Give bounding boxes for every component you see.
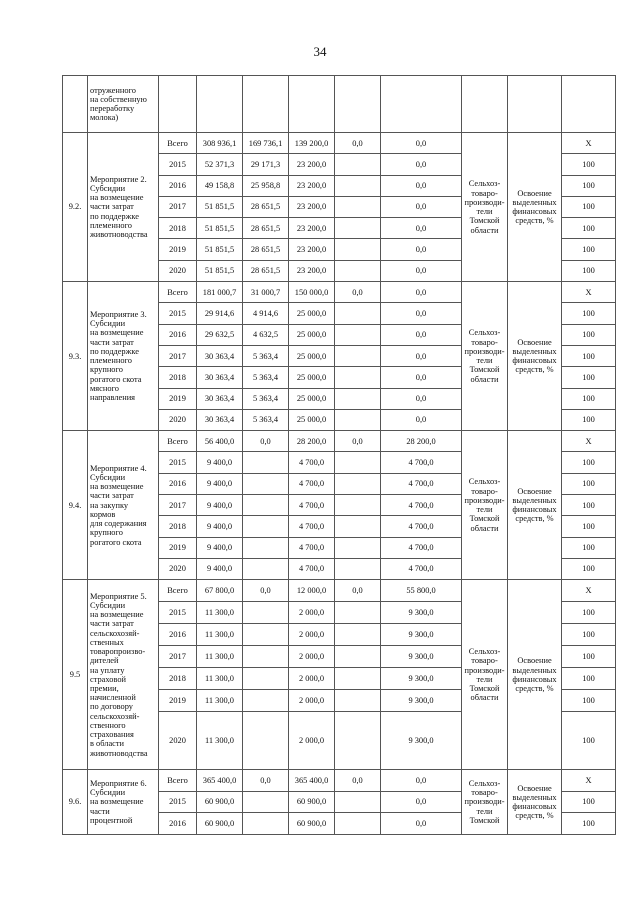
year-cell: 2015 bbox=[159, 791, 197, 813]
year-cell: 2016 bbox=[159, 175, 197, 196]
total-cell: 9 400,0 bbox=[197, 558, 243, 579]
indicator-value: 100 bbox=[562, 624, 616, 646]
federal-cell: 169 736,1 bbox=[243, 133, 289, 154]
indicator-value: 100 bbox=[562, 791, 616, 813]
federal-cell: 28 651,5 bbox=[243, 239, 289, 260]
regional-cell: 4 700,0 bbox=[289, 452, 335, 473]
indicator-value: 100 bbox=[562, 712, 616, 770]
regional-cell: 2 000,0 bbox=[289, 624, 335, 646]
indicator-value: 100 bbox=[562, 388, 616, 409]
other-cell: 0,0 bbox=[381, 770, 462, 792]
local-cell bbox=[335, 452, 381, 473]
regional-cell: 365 400,0 bbox=[289, 770, 335, 792]
indicator-value: 100 bbox=[562, 690, 616, 712]
measure-name: Мероприятие 4. Субсидии на возмещение части затрат на закупку кормов для содержания крупного рогатого скота bbox=[88, 431, 159, 580]
regional-cell: 4 700,0 bbox=[289, 537, 335, 558]
measure-name: Мероприятие 3. Субсидии на возмещение части затрат по поддержке племенного крупного рогатого скота мясного направления bbox=[88, 282, 159, 431]
local-cell bbox=[335, 791, 381, 813]
local-cell bbox=[335, 602, 381, 624]
indicator-value: 100 bbox=[562, 668, 616, 690]
cell-num bbox=[63, 76, 88, 133]
other-cell: 28 200,0 bbox=[381, 431, 462, 452]
total-cell: 52 371,3 bbox=[197, 154, 243, 175]
indicator-value: 100 bbox=[562, 558, 616, 579]
indicator-name: Освоение выделенных финансовых средств, % bbox=[508, 431, 562, 580]
regional-cell: 139 200,0 bbox=[289, 133, 335, 154]
measure-name: Мероприятие 2. Субсидии на возмещение части затрат по поддержке племенного животноводства bbox=[88, 133, 159, 282]
indicator-name: Освоение выделенных финансовых средств, % bbox=[508, 580, 562, 770]
continuation-row bbox=[63, 76, 616, 133]
indicator-value: 100 bbox=[562, 409, 616, 430]
regional-cell: 4 700,0 bbox=[289, 473, 335, 494]
indicator-value: Х bbox=[562, 580, 616, 602]
indicator-value: 100 bbox=[562, 324, 616, 345]
year-cell: 2017 bbox=[159, 495, 197, 516]
federal-cell bbox=[243, 473, 289, 494]
local-cell: 0,0 bbox=[335, 282, 381, 303]
regional-cell: 2 000,0 bbox=[289, 690, 335, 712]
regional-cell: 150 000,0 bbox=[289, 282, 335, 303]
indicator-value: 100 bbox=[562, 646, 616, 668]
local-cell bbox=[335, 813, 381, 835]
indicator-value: 100 bbox=[562, 452, 616, 473]
year-cell: Всего bbox=[159, 580, 197, 602]
regional-cell: 4 700,0 bbox=[289, 516, 335, 537]
federal-cell: 4 632,5 bbox=[243, 324, 289, 345]
indicator-value: 100 bbox=[562, 196, 616, 217]
table-row bbox=[63, 133, 616, 154]
local-cell bbox=[335, 473, 381, 494]
local-cell: 0,0 bbox=[335, 431, 381, 452]
local-cell bbox=[335, 303, 381, 324]
year-cell: 2018 bbox=[159, 516, 197, 537]
indicator-value: 100 bbox=[562, 813, 616, 835]
local-cell bbox=[335, 668, 381, 690]
other-cell: 0,0 bbox=[381, 218, 462, 239]
federal-cell: 28 651,5 bbox=[243, 260, 289, 281]
total-cell: 30 363,4 bbox=[197, 345, 243, 366]
federal-cell: 5 363,4 bbox=[243, 345, 289, 366]
executor: Сельхоз- товаро- производи- тели Томской области bbox=[462, 133, 508, 282]
local-cell: 0,0 bbox=[335, 580, 381, 602]
local-cell: 0,0 bbox=[335, 770, 381, 792]
other-cell: 4 700,0 bbox=[381, 495, 462, 516]
year-cell: 2020 bbox=[159, 260, 197, 281]
regional-cell: 2 000,0 bbox=[289, 668, 335, 690]
section-number: 9.6. bbox=[63, 770, 88, 835]
other-cell: 0,0 bbox=[381, 282, 462, 303]
other-cell: 0,0 bbox=[381, 260, 462, 281]
other-cell: 9 300,0 bbox=[381, 712, 462, 770]
total-cell: 9 400,0 bbox=[197, 473, 243, 494]
regional-cell: 2 000,0 bbox=[289, 602, 335, 624]
federal-cell bbox=[243, 537, 289, 558]
year-cell: 2015 bbox=[159, 452, 197, 473]
federal-cell: 5 363,4 bbox=[243, 367, 289, 388]
year-cell: 2016 bbox=[159, 813, 197, 835]
total-cell: 365 400,0 bbox=[197, 770, 243, 792]
other-cell: 0,0 bbox=[381, 791, 462, 813]
indicator-name: Освоение выделенных финансовых средств, % bbox=[508, 133, 562, 282]
federal-cell: 31 000,7 bbox=[243, 282, 289, 303]
year-cell: 2015 bbox=[159, 602, 197, 624]
other-cell: 0,0 bbox=[381, 196, 462, 217]
total-cell: 11 300,0 bbox=[197, 668, 243, 690]
federal-cell bbox=[243, 602, 289, 624]
indicator-value: 100 bbox=[562, 367, 616, 388]
regional-cell: 23 200,0 bbox=[289, 175, 335, 196]
indicator-value: 100 bbox=[562, 303, 616, 324]
year-cell: 2018 bbox=[159, 668, 197, 690]
regional-cell: 25 000,0 bbox=[289, 388, 335, 409]
year-cell: 2017 bbox=[159, 646, 197, 668]
other-cell: 9 300,0 bbox=[381, 690, 462, 712]
local-cell bbox=[335, 624, 381, 646]
federal-cell bbox=[243, 624, 289, 646]
executor: Сельхоз- товаро- производи- тели Томской bbox=[462, 770, 508, 835]
regional-cell: 2 000,0 bbox=[289, 712, 335, 770]
year-cell: 2018 bbox=[159, 367, 197, 388]
year-cell: 2019 bbox=[159, 690, 197, 712]
other-cell: 9 300,0 bbox=[381, 624, 462, 646]
total-cell: 60 900,0 bbox=[197, 813, 243, 835]
local-cell bbox=[335, 260, 381, 281]
other-cell: 0,0 bbox=[381, 388, 462, 409]
federal-cell: 0,0 bbox=[243, 580, 289, 602]
year-cell: 2016 bbox=[159, 624, 197, 646]
executor: Сельхоз- товаро- производи- тели Томской области bbox=[462, 580, 508, 770]
regional-cell: 23 200,0 bbox=[289, 154, 335, 175]
measure-name: Мероприятие 6. Субсидии на возмещение части процентной bbox=[88, 770, 159, 835]
year-cell: 2017 bbox=[159, 345, 197, 366]
regional-cell: 25 000,0 bbox=[289, 303, 335, 324]
total-cell: 67 800,0 bbox=[197, 580, 243, 602]
total-cell: 9 400,0 bbox=[197, 495, 243, 516]
indicator-name: Освоение выделенных финансовых средств, % bbox=[508, 282, 562, 431]
indicator-value: 100 bbox=[562, 495, 616, 516]
federal-cell: 25 958,8 bbox=[243, 175, 289, 196]
other-cell: 0,0 bbox=[381, 239, 462, 260]
total-cell: 11 300,0 bbox=[197, 646, 243, 668]
local-cell bbox=[335, 175, 381, 196]
regional-cell: 4 700,0 bbox=[289, 495, 335, 516]
indicator-value: 100 bbox=[562, 345, 616, 366]
indicator-name: Освоение выделенных финансовых средств, % bbox=[508, 770, 562, 835]
year-cell: Всего bbox=[159, 282, 197, 303]
federal-cell bbox=[243, 668, 289, 690]
local-cell bbox=[335, 324, 381, 345]
page-number: 34 bbox=[313, 44, 327, 59]
regional-cell: 23 200,0 bbox=[289, 239, 335, 260]
indicator-value: 100 bbox=[562, 175, 616, 196]
total-cell: 308 936,1 bbox=[197, 133, 243, 154]
indicator-value: Х bbox=[562, 431, 616, 452]
indicator-value: 100 bbox=[562, 537, 616, 558]
year-cell: 2017 bbox=[159, 196, 197, 217]
total-cell: 29 914,6 bbox=[197, 303, 243, 324]
federal-cell: 4 914,6 bbox=[243, 303, 289, 324]
regional-cell: 23 200,0 bbox=[289, 218, 335, 239]
federal-cell: 0,0 bbox=[243, 770, 289, 792]
federal-cell bbox=[243, 516, 289, 537]
regional-cell: 23 200,0 bbox=[289, 260, 335, 281]
federal-cell: 5 363,4 bbox=[243, 388, 289, 409]
indicator-value: Х bbox=[562, 282, 616, 303]
federal-cell bbox=[243, 813, 289, 835]
other-cell: 0,0 bbox=[381, 813, 462, 835]
other-cell: 0,0 bbox=[381, 154, 462, 175]
regional-cell: 23 200,0 bbox=[289, 196, 335, 217]
total-cell: 9 400,0 bbox=[197, 516, 243, 537]
total-cell: 51 851,5 bbox=[197, 196, 243, 217]
local-cell bbox=[335, 558, 381, 579]
year-cell: 2019 bbox=[159, 537, 197, 558]
indicator-value: 100 bbox=[562, 516, 616, 537]
year-cell: 2015 bbox=[159, 303, 197, 324]
local-cell bbox=[335, 345, 381, 366]
federal-cell: 0,0 bbox=[243, 431, 289, 452]
other-cell: 0,0 bbox=[381, 409, 462, 430]
year-cell: 2019 bbox=[159, 239, 197, 260]
total-cell: 11 300,0 bbox=[197, 602, 243, 624]
total-cell: 51 851,5 bbox=[197, 218, 243, 239]
year-cell: 2020 bbox=[159, 409, 197, 430]
other-cell: 4 700,0 bbox=[381, 537, 462, 558]
other-cell: 55 800,0 bbox=[381, 580, 462, 602]
total-cell: 51 851,5 bbox=[197, 239, 243, 260]
section-number: 9.3. bbox=[63, 282, 88, 431]
indicator-value: Х bbox=[562, 770, 616, 792]
year-cell: 2016 bbox=[159, 473, 197, 494]
other-cell: 0,0 bbox=[381, 175, 462, 196]
local-cell bbox=[335, 239, 381, 260]
regional-cell: 25 000,0 bbox=[289, 409, 335, 430]
regional-cell: 12 000,0 bbox=[289, 580, 335, 602]
total-cell: 30 363,4 bbox=[197, 388, 243, 409]
regional-cell: 25 000,0 bbox=[289, 345, 335, 366]
year-cell: 2018 bbox=[159, 218, 197, 239]
table-row bbox=[63, 282, 616, 303]
other-cell: 4 700,0 bbox=[381, 473, 462, 494]
federal-cell: 28 651,5 bbox=[243, 196, 289, 217]
other-cell: 9 300,0 bbox=[381, 668, 462, 690]
section-number: 9.4. bbox=[63, 431, 88, 580]
total-cell: 11 300,0 bbox=[197, 690, 243, 712]
total-cell: 60 900,0 bbox=[197, 791, 243, 813]
federal-cell: 5 363,4 bbox=[243, 409, 289, 430]
other-cell: 9 300,0 bbox=[381, 602, 462, 624]
year-cell: 2019 bbox=[159, 388, 197, 409]
total-cell: 9 400,0 bbox=[197, 537, 243, 558]
total-cell: 56 400,0 bbox=[197, 431, 243, 452]
federal-cell bbox=[243, 712, 289, 770]
local-cell bbox=[335, 516, 381, 537]
federal-cell bbox=[243, 558, 289, 579]
year-cell: Всего bbox=[159, 133, 197, 154]
indicator-value: 100 bbox=[562, 260, 616, 281]
federal-cell bbox=[243, 452, 289, 473]
local-cell bbox=[335, 646, 381, 668]
program-table bbox=[62, 75, 616, 835]
local-cell bbox=[335, 409, 381, 430]
regional-cell: 28 200,0 bbox=[289, 431, 335, 452]
federal-cell bbox=[243, 495, 289, 516]
indicator-value: 100 bbox=[562, 239, 616, 260]
table-row bbox=[63, 431, 616, 452]
total-cell: 30 363,4 bbox=[197, 367, 243, 388]
other-cell: 4 700,0 bbox=[381, 516, 462, 537]
other-cell: 0,0 bbox=[381, 345, 462, 366]
indicator-value: 100 bbox=[562, 473, 616, 494]
local-cell bbox=[335, 690, 381, 712]
federal-cell bbox=[243, 791, 289, 813]
other-cell: 4 700,0 bbox=[381, 452, 462, 473]
indicator-value: 100 bbox=[562, 218, 616, 239]
federal-cell bbox=[243, 646, 289, 668]
year-cell: 2020 bbox=[159, 558, 197, 579]
regional-cell: 4 700,0 bbox=[289, 558, 335, 579]
year-cell: 2020 bbox=[159, 712, 197, 770]
other-cell: 0,0 bbox=[381, 367, 462, 388]
other-cell: 0,0 bbox=[381, 324, 462, 345]
year-cell: Всего bbox=[159, 431, 197, 452]
total-cell: 29 632,5 bbox=[197, 324, 243, 345]
total-cell: 30 363,4 bbox=[197, 409, 243, 430]
table-row bbox=[63, 580, 616, 602]
regional-cell: 60 900,0 bbox=[289, 791, 335, 813]
local-cell bbox=[335, 537, 381, 558]
local-cell bbox=[335, 154, 381, 175]
federal-cell bbox=[243, 690, 289, 712]
indicator-value: Х bbox=[562, 133, 616, 154]
local-cell: 0,0 bbox=[335, 133, 381, 154]
local-cell bbox=[335, 388, 381, 409]
regional-cell: 25 000,0 bbox=[289, 367, 335, 388]
regional-cell: 25 000,0 bbox=[289, 324, 335, 345]
total-cell: 11 300,0 bbox=[197, 712, 243, 770]
local-cell bbox=[335, 196, 381, 217]
year-cell: 2015 bbox=[159, 154, 197, 175]
federal-cell: 28 651,5 bbox=[243, 218, 289, 239]
year-cell: Всего bbox=[159, 770, 197, 792]
regional-cell: 60 900,0 bbox=[289, 813, 335, 835]
local-cell bbox=[335, 218, 381, 239]
local-cell bbox=[335, 495, 381, 516]
continuation-text: отруженного на собственную переработку молока) bbox=[88, 76, 159, 133]
section-number: 9.5 bbox=[63, 580, 88, 770]
executor: Сельхоз- товаро- производи- тели Томской области bbox=[462, 282, 508, 431]
total-cell: 51 851,5 bbox=[197, 260, 243, 281]
total-cell: 181 000,7 bbox=[197, 282, 243, 303]
table-row bbox=[63, 770, 616, 792]
regional-cell: 2 000,0 bbox=[289, 646, 335, 668]
local-cell bbox=[335, 712, 381, 770]
executor: Сельхоз- товаро- производи- тели Томской области bbox=[462, 431, 508, 580]
other-cell: 9 300,0 bbox=[381, 646, 462, 668]
measure-name: Мероприятие 5. Субсидии на возмещение части затрат сельскохозяй- ственных товаропроизво- дителей на уплату страховой премии, начисленной по договору сельскохозяй- ственного страхования в области животноводства bbox=[88, 580, 159, 770]
indicator-value: 100 bbox=[562, 154, 616, 175]
other-cell: 0,0 bbox=[381, 133, 462, 154]
section-number: 9.2. bbox=[63, 133, 88, 282]
federal-cell: 29 171,3 bbox=[243, 154, 289, 175]
total-cell: 11 300,0 bbox=[197, 624, 243, 646]
local-cell bbox=[335, 367, 381, 388]
total-cell: 9 400,0 bbox=[197, 452, 243, 473]
year-cell: 2016 bbox=[159, 324, 197, 345]
other-cell: 0,0 bbox=[381, 303, 462, 324]
other-cell: 4 700,0 bbox=[381, 558, 462, 579]
table-body bbox=[63, 76, 616, 835]
total-cell: 49 158,8 bbox=[197, 175, 243, 196]
indicator-value: 100 bbox=[562, 602, 616, 624]
